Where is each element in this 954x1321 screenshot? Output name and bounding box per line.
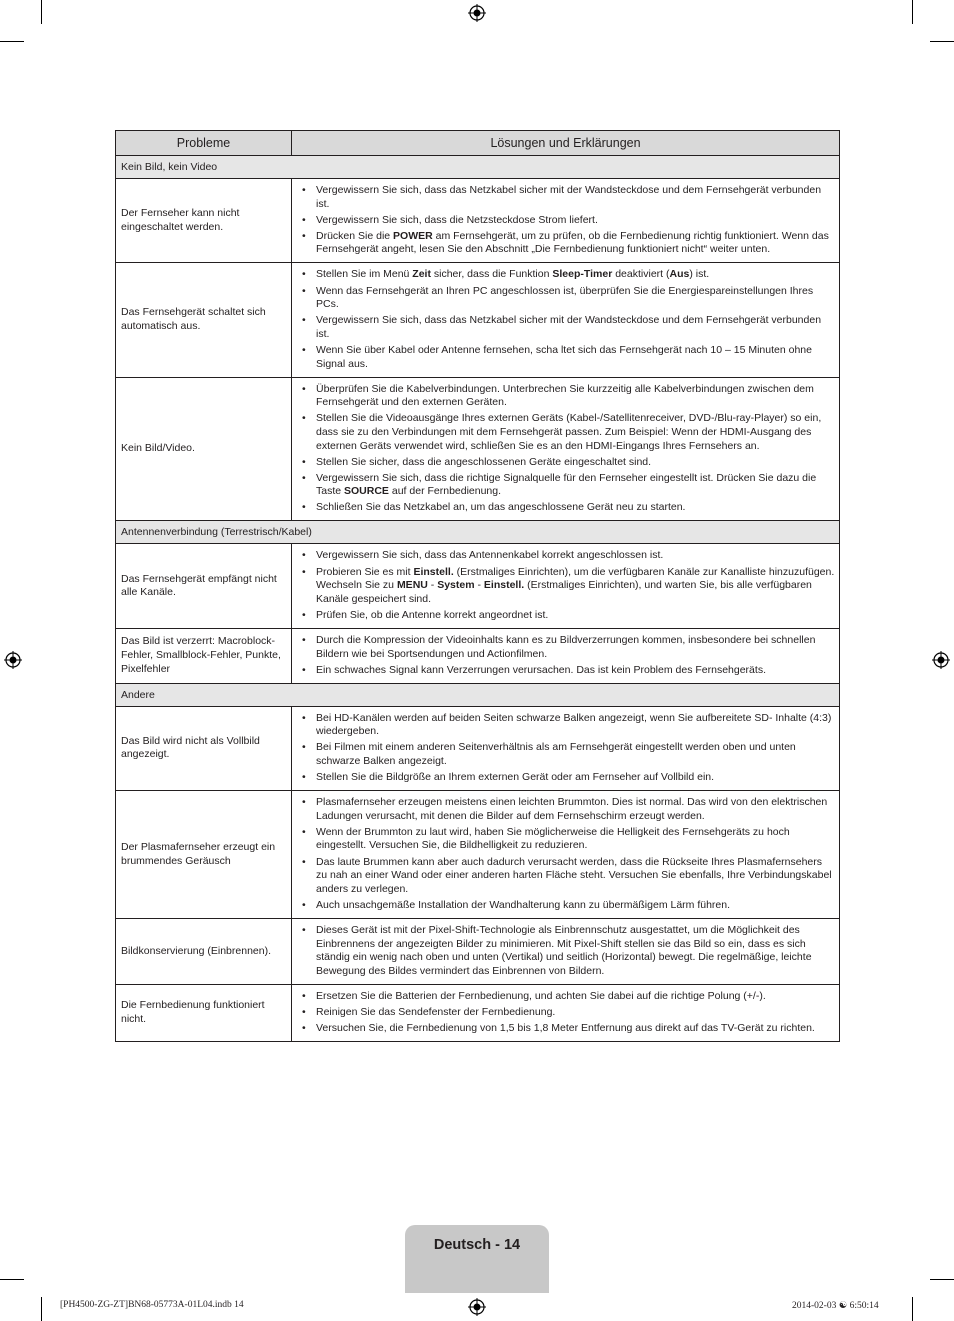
crop-mark-top-left-h [0,41,24,42]
problem-cell: Die Fernbedienung funktioniert nicht. [116,984,292,1041]
list-item: • Vergewissern Sie sich, dass das Netzkabel sicher mit der Wandsteckdose und dem Fernsehgerät verbunden ist. [316,183,835,213]
problem-cell: Das Bild ist verzerrt: Macroblock-Fehler, Smallblock-Fehler, Punkte, Pixelfehler [116,628,292,683]
crop-mark-bottom-left-v [41,1297,42,1321]
list-item: • Ein schwaches Signal kann Verzerrungen verursachen. Das ist kein Problem des Fernsehgeräts. [316,663,835,679]
section-row [116,521,840,544]
list-item: • Wenn Sie über Kabel oder Antenne fernsehen, scha ltet sich das Fernsehgerät nach 10 – 15 Minuten ohne Signal aus. [316,343,835,373]
list-item: • Wenn das Fernsehgerät an Ihren PC angeschlossen ist, überprüfen Sie die Energiespareinstellungen Ihres PCs. [316,284,835,314]
table-row [116,628,840,683]
section-row [116,156,840,179]
solution-list [292,923,835,980]
crop-mark-top-right-v [912,0,913,24]
crop-mark-top-left-v [41,0,42,24]
list-item: • Dieses Gerät ist mit der Pixel-Shift-Technologie als Einbrennschutz ausgestattet, um die Möglichkeit des Einbrennens der angezeigten Bilder zu minimieren. Mit Pixel-Shift stellen sie das Bild so ein, dass es sich ständig ein wenig nach oben und unten (Vertikal) und seitlich (Horizontal) bewegt. Die regelmäßige, leichte Bewegung des Bildes vermindert das Einbrennen von Bildern. [316,923,835,980]
list-item: • Überprüfen Sie die Kabelverbindungen. Unterbrechen Sie kurzzeitig alle Kabelverbindungen zwischen dem Fernsehgerät und den externen Geräten. [316,382,835,412]
registration-mark-top-icon [468,4,486,22]
column-header-problems: Probleme [116,131,292,156]
table-row [116,544,840,628]
list-item: • Prüfen Sie, ob die Antenne korrekt angeordnet ist. [316,608,835,624]
registration-mark-bottom-icon [468,1298,486,1316]
table-header-row [116,131,840,156]
table-row [116,791,840,919]
section-row [116,683,840,706]
print-footer-file: [PH4500-ZG-ZT]BN68-05773A-01L04.indb 14 [60,1300,244,1310]
solution-list [292,795,835,914]
solution-list [292,633,835,679]
solution-cell [292,179,840,263]
list-item: • Ersetzen Sie die Batterien der Fernbedienung, und achten Sie dabei auf die richtige Polung (+/-). [316,989,835,1005]
solution-list [292,989,835,1037]
list-item: • Plasmafernseher erzeugen meistens einen leichten Brummton. Dies ist normal. Das wird von den elektrischen Ladungen verursacht, mit denen die Bilder auf dem Fernsehschirm erzeugt werden. [316,795,835,825]
solution-cell [292,791,840,919]
table-body [116,156,840,1042]
table-row [116,377,840,521]
section-title: Andere [116,683,840,706]
list-item: • Bei HD-Kanälen werden auf beiden Seiten schwarze Balken angezeigt, wenn Sie aufbereitete SD- Inhalte (4:3) wiedergeben. [316,711,835,741]
problem-cell: Der Plasmafernseher erzeugt ein brummendes Geräusch [116,791,292,919]
list-item: • Probieren Sie es mit Einstell. (Erstmaliges Einrichten), um die verfügbaren Kanäle zur Kanalliste hinzuzufügen. Wechseln Sie zu MENU - System - Einstell. (Erstmaliges Einrichten), und warten Sie, bis alle verfügbaren Kanäle gespeichert sind. [316,565,835,608]
problem-cell: Der Fernseher kann nicht eingeschaltet werden. [116,179,292,263]
section-title: Kein Bild, kein Video [116,156,840,179]
crop-mark-top-right-h [930,41,954,42]
section-title: Antennenverbindung (Terrestrisch/Kabel) [116,521,840,544]
list-item: • Drücken Sie die POWER am Fernsehgerät, um zu prüfen, ob die Fernbedienung richtig funktioniert. Wenn das Fernsehgerät angeht, lesen Sie den Abschnitt „Die Fernbedienung funktioniert nicht“ weiter unten. [316,229,835,259]
problem-cell: Kein Bild/Video. [116,377,292,521]
list-item: • Stellen Sie im Menü Zeit sicher, dass die Funktion Sleep-Timer deaktiviert (Aus) ist. [316,267,835,283]
list-item: • Stellen Sie sicher, dass die angeschlossenen Geräte eingeschaltet sind. [316,455,835,471]
solution-cell [292,984,840,1041]
list-item: • Stellen Sie die Bildgröße an Ihrem externen Gerät oder am Fernseher auf Vollbild ein. [316,770,835,786]
solution-cell [292,628,840,683]
print-footer-date: 2014-02-03 ☯ 6:50:14 [792,1301,879,1311]
crop-mark-bottom-left-h [0,1279,24,1280]
problem-cell: Bildkonservierung (Einbrennen). [116,918,292,984]
list-item: • Auch unsachgemäße Installation der Wandhalterung kann zu übermäßigem Lärm führen. [316,898,835,914]
list-item: • Wenn der Brummton zu laut wird, haben Sie möglicherweise die Helligkeit des Fernsehgeräts zu hoch eingestellt. Versuchen Sie, die Bildhelligkeit zu reduzieren. [316,825,835,855]
page-number-label: Deutsch - 14 [433,1237,521,1253]
column-header-solutions: Lösungen und Erklärungen [292,131,840,156]
solution-cell [292,263,840,377]
troubleshooting-table [115,130,840,1042]
crop-mark-bottom-right-h [930,1279,954,1280]
problem-cell: Das Fernsehgerät schaltet sich automatisch aus. [116,263,292,377]
list-item: • Durch die Kompression der Videoinhalts kann es zu Bildverzerrungen kommen, insbesondere bei schnellen Bildern wie bei Sportsendungen und Actionfilmen. [316,633,835,663]
solution-list [292,267,835,372]
list-item: • Vergewissern Sie sich, dass das Antennenkabel korrekt angeschlossen ist. [316,548,835,564]
list-item: • Schließen Sie das Netzkabel an, um das angeschlossene Gerät neu zu starten. [316,500,835,516]
list-item: • Vergewissern Sie sich, dass die Netzsteckdose Strom liefert. [316,213,835,229]
solution-cell [292,544,840,628]
registration-mark-right-icon [932,651,950,669]
table-row [116,263,840,377]
table-row [116,918,840,984]
table-row [116,984,840,1041]
solution-cell [292,377,840,521]
page-number-tab [405,1225,549,1293]
list-item: • Reinigen Sie das Sendefenster der Fernbedienung. [316,1005,835,1021]
list-item: • Stellen Sie die Videoausgänge Ihres externen Geräts (Kabel-/Satellitenreceiver, DVD-/Blu-ray-Player) so ein, dass sie zu den Verbindungen mit dem Fernsehgerät passen. Zum Beispiel: Wenn der HDMI-Ausgang des externen Geräts verwendet wird, schließen Sie es an den HDMI-Eingangs Ihres Fernsehers an. [316,411,835,454]
list-item: • Das laute Brummen kann aber auch dadurch verursacht werden, dass die Rückseite Ihres Plasmafernsehers zu nah an einer Wand oder einer anderen harten Fläche steht. Versuchen Sie ebenfalls, Ihre Verbindungskabel anders zu verlegen. [316,855,835,898]
list-item: • Vergewissern Sie sich, dass das Netzkabel sicher mit der Wandsteckdose und dem Fernsehgerät verbunden ist. [316,313,835,343]
solution-list [292,183,835,258]
list-item: • Vergewissern Sie sich, dass die richtige Signalquelle für den Fernseher eingestellt ist. Drücken Sie dazu die Taste SOURCE auf der Fernbedienung. [316,471,835,501]
list-item: • Bei Filmen mit einem anderen Seitenverhältnis als am Fernsehgerät eingestellt werden oben und unten schwarze Balken angezeigt. [316,740,835,770]
solution-list [292,711,835,786]
table-row [116,706,840,790]
list-item: • Versuchen Sie, die Fernbedienung von 1,5 bis 1,8 Meter Entfernung aus direkt auf das TV-Gerät zu richten. [316,1021,835,1037]
problem-cell: Das Bild wird nicht als Vollbild angezeigt. [116,706,292,790]
solution-list [292,382,835,517]
solution-list [292,548,835,623]
solution-cell [292,918,840,984]
problem-cell: Das Fernsehgerät empfängt nicht alle Kanäle. [116,544,292,628]
registration-mark-left-icon [4,651,22,669]
crop-mark-bottom-right-v [912,1297,913,1321]
solution-cell [292,706,840,790]
table-row [116,179,840,263]
